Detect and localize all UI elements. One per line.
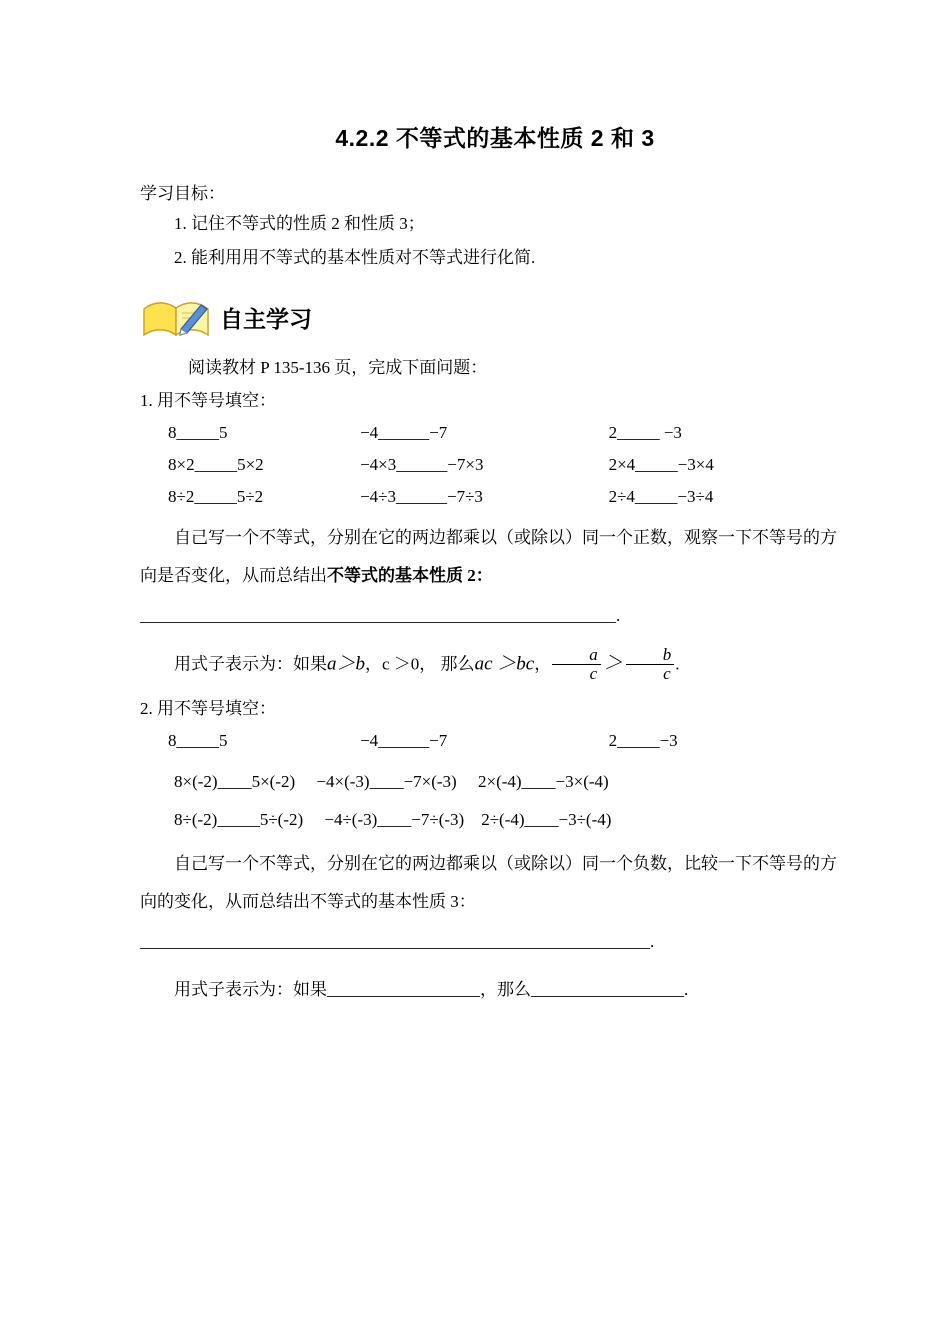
cell[interactable]: −4÷3______−7÷3	[360, 487, 483, 506]
question-1-prompt: 1. 用不等号填空：	[140, 391, 276, 410]
table-row	[140, 481, 850, 513]
cell[interactable]: 2×(-4)____−3×(-4)	[477, 771, 609, 791]
cell[interactable]: 2_____ −3	[608, 423, 682, 442]
formula-mid: ，那么	[480, 979, 531, 999]
question-2-paragraph: 自己写一个不等式，分别在它的两边都乘以（或除以）同一个负数，比较一下不等号的方向的变化，从而总结出不等式的基本性质 3：	[140, 853, 837, 911]
question-2-formula	[140, 973, 850, 1007]
cell[interactable]: 2÷(-4)____−3÷(-4)	[481, 809, 612, 829]
formula-ab: a＞b	[327, 653, 366, 675]
question-2-prompt: 2. 用不等号填空：	[140, 698, 276, 718]
formula-label: 用式子表示为：如果	[174, 654, 327, 674]
reading-instruction: 阅读教材 P 135-136 页，完成下面问题：	[188, 358, 488, 377]
fraction-denominator: c	[552, 664, 601, 683]
question-1-fill-table	[140, 417, 850, 513]
cell[interactable]: 8×(-2)____5×(-2)	[174, 771, 296, 791]
book-pencil-icon	[140, 293, 214, 341]
cell[interactable]: −4______−7	[360, 423, 448, 442]
formula-blank-1[interactable]: __________________	[327, 979, 480, 999]
table-row	[140, 725, 850, 757]
cell[interactable]: 8÷2_____5÷2	[168, 487, 264, 506]
paragraph-bold: 不等式的基本性质 2：	[327, 566, 493, 585]
formula-end: .	[684, 979, 689, 999]
table-row	[140, 449, 850, 481]
question-2-fill-table	[140, 725, 850, 757]
section-title: 自主学习	[220, 305, 312, 332]
greater-than-sign: ＞	[603, 653, 623, 675]
page-title: 4.2.2 不等式的基本性质 2 和 3	[335, 125, 655, 151]
cell[interactable]: 2÷4_____−3÷4	[608, 487, 714, 506]
objective-item-1: 1. 记住不等式的性质 2 和性质 3；	[174, 214, 425, 233]
formula-end: .	[675, 654, 680, 674]
table-row	[140, 417, 850, 449]
cell[interactable]: −4×(-3)____−7×(-3)	[316, 771, 457, 791]
fraction-denominator: c	[626, 664, 675, 683]
question-1-formula	[140, 647, 850, 684]
question-2-row-3[interactable]	[140, 801, 850, 839]
objective-item-2: 2. 能利用用不等式的基本性质对不等式进行化简.	[174, 248, 536, 267]
cell[interactable]: −4÷(-3)____−7÷(-3)	[324, 809, 465, 829]
cell[interactable]: 2_____−3	[608, 730, 678, 750]
section-header	[140, 291, 850, 343]
formula-c: ，c ＞0， 那么	[365, 654, 475, 674]
question-2-answer-blank[interactable]: ____________________________________________________________.	[140, 931, 655, 951]
formula-acbc: ac ＞bc	[474, 653, 535, 675]
cell[interactable]: 8÷(-2)_____5÷(-2)	[174, 809, 304, 829]
question-1-paragraph	[140, 519, 850, 595]
fraction-b-over-c	[626, 646, 675, 683]
objectives-label: 学习目标：	[140, 184, 225, 203]
formula-comma: ，	[534, 654, 552, 674]
fraction-numerator: a	[589, 645, 598, 664]
question-2-row-2[interactable]	[140, 763, 850, 801]
cell[interactable]: 8_____5	[168, 730, 228, 750]
cell[interactable]: −4______−7	[360, 730, 448, 750]
formula-blank-2[interactable]: __________________	[531, 979, 684, 999]
fraction-a-over-c	[552, 646, 601, 683]
fraction-numerator: b	[662, 645, 672, 664]
formula-label: 用式子表示为：如果	[174, 979, 327, 999]
cell[interactable]: 8_____5	[168, 423, 228, 442]
paragraph-text: 自己写一个不等式，分别在它的两边都乘以（或除以）同一个正数，观察一下不等号的方向是否变化，从而总结出	[140, 528, 837, 585]
cell[interactable]: 8×2_____5×2	[168, 455, 264, 474]
cell[interactable]: −4×3______−7×3	[360, 455, 484, 474]
cell[interactable]: 2×4_____−3×4	[608, 455, 714, 474]
question-1-answer-blank[interactable]: ________________________________________________________.	[140, 606, 621, 625]
